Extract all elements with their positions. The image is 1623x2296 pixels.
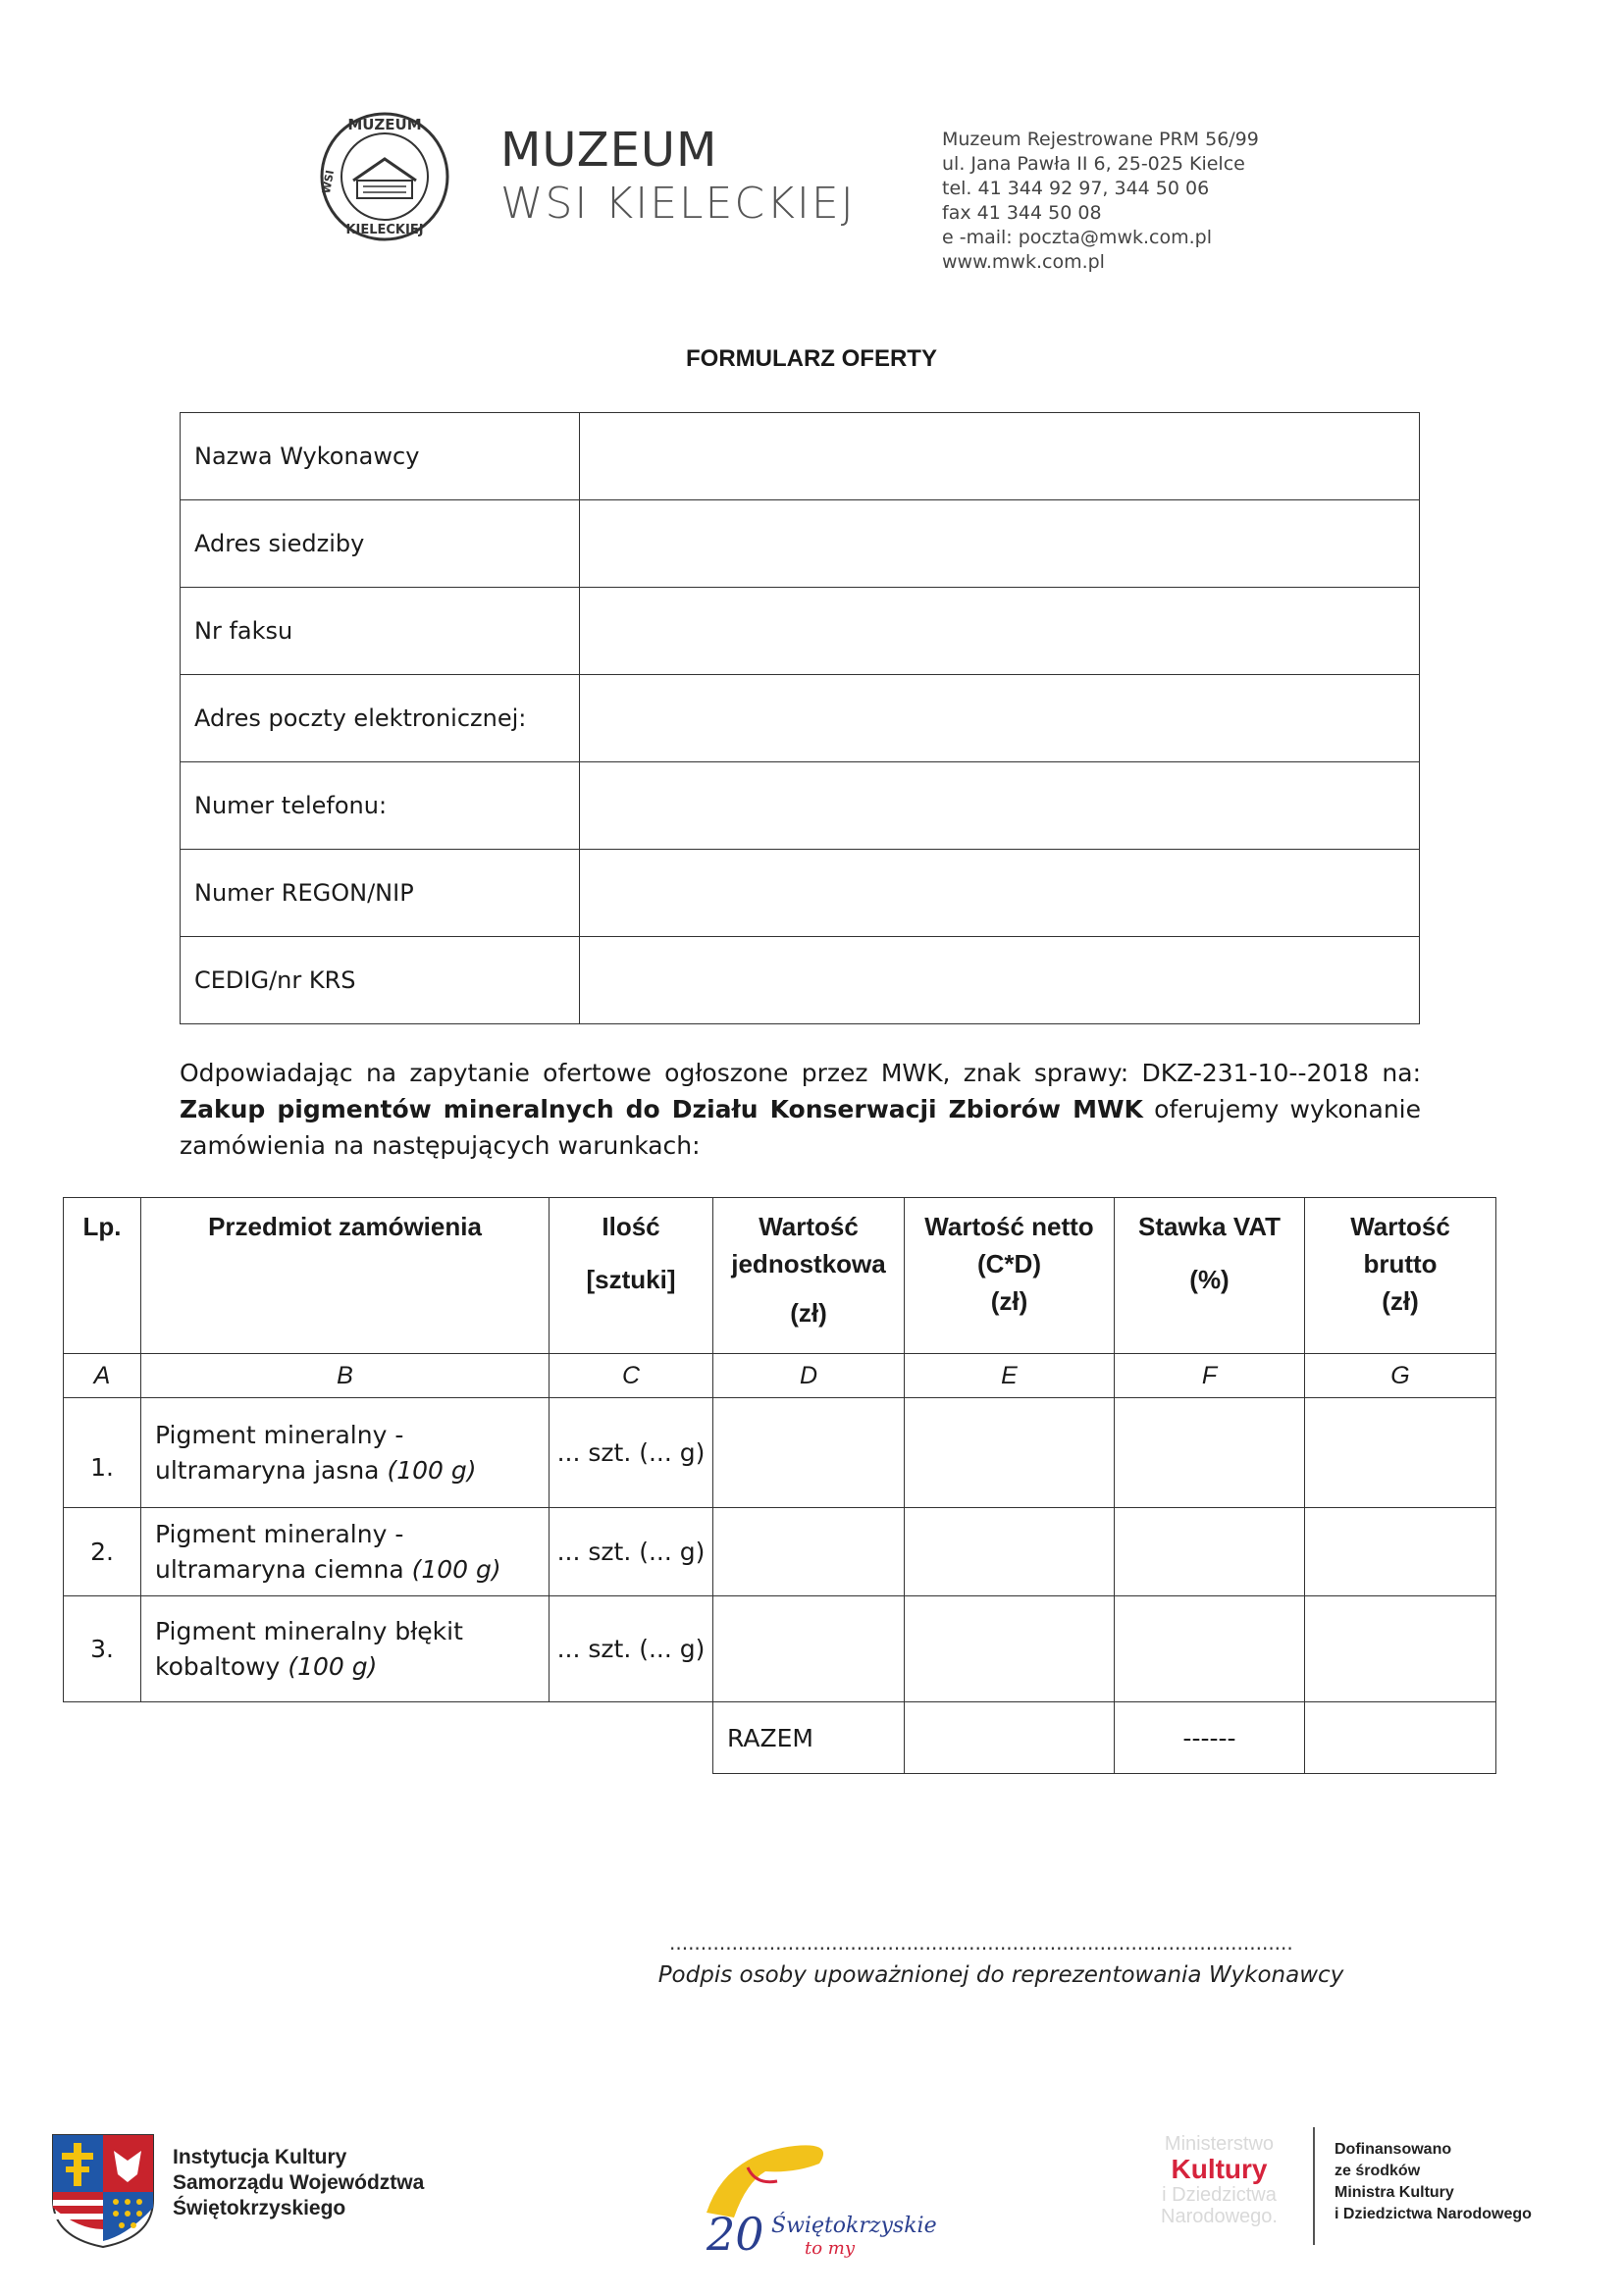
order-row	[64, 1508, 1496, 1596]
column-letter: B	[141, 1354, 550, 1398]
address-label: Adres siedziby	[181, 500, 580, 588]
ministry-line-3: i Dziedzictwa	[1162, 2184, 1277, 2206]
phone-label: Numer telefonu:	[181, 762, 580, 850]
header-item: Przedmiot zamówienia	[141, 1198, 550, 1354]
vat-rate-cell[interactable]	[1115, 1398, 1305, 1508]
total-net-cell[interactable]	[905, 1702, 1115, 1774]
krs-label: CEDIG/nr KRS	[181, 937, 580, 1024]
total-label: RAZEM	[713, 1702, 905, 1774]
company-row	[181, 500, 1420, 588]
header-gross-line-3: (zł)	[1382, 1286, 1419, 1316]
row-number: 1.	[64, 1398, 141, 1508]
item-name-line-2	[155, 1552, 549, 1588]
anniversary-text-1: Świętokrzyskie	[771, 2214, 937, 2238]
company-row	[181, 675, 1420, 762]
intro-text-2: oferujemy wykonanie zamówienia na następujących warunkach:	[180, 1095, 1421, 1160]
net-value-cell[interactable]	[905, 1508, 1115, 1596]
fax-line: fax 41 344 50 08	[942, 202, 1102, 224]
company-row	[181, 937, 1420, 1024]
fax-label: Nr faksu	[181, 588, 580, 675]
row-number: 3.	[64, 1596, 141, 1702]
blank-cell	[64, 1702, 141, 1774]
item-quantity: ... szt. (... g)	[550, 1508, 713, 1596]
item-unit: (100 g)	[411, 1554, 501, 1584]
cofinanced-text	[1335, 2139, 1532, 2225]
museum-logo	[294, 108, 471, 245]
cofinanced-line-2: ze środków	[1335, 2163, 1421, 2179]
total-row	[64, 1702, 1496, 1774]
net-value-cell[interactable]	[905, 1596, 1115, 1702]
intro-paragraph	[180, 1055, 1421, 1164]
header-qty-line-2: [sztuki]	[586, 1265, 676, 1294]
company-row	[181, 413, 1420, 500]
header-net-line-1: Wartość netto	[924, 1212, 1094, 1241]
logo-arc-side: WSI	[320, 169, 338, 195]
column-letter: A	[64, 1354, 141, 1398]
institution-line-3: Świętokrzyskiego	[173, 2197, 346, 2219]
header-unit-line-3: (zł)	[790, 1298, 827, 1328]
email-line: e -mail: poczta@mwk.com.pl	[942, 227, 1212, 248]
email-field[interactable]	[580, 675, 1420, 762]
item-name-line-1: Pigment mineralny -	[155, 1420, 404, 1449]
institution-line-1: Instytucja Kultury	[173, 2146, 347, 2168]
vat-rate-cell[interactable]	[1115, 1508, 1305, 1596]
company-row	[181, 850, 1420, 937]
item-name-text: ultramaryna jasna	[155, 1455, 380, 1485]
column-letter-row	[64, 1354, 1496, 1398]
header-lp: Lp.	[64, 1198, 141, 1354]
gross-value-cell[interactable]	[1305, 1508, 1496, 1596]
column-letter: G	[1305, 1354, 1496, 1398]
item-name-text: ultramaryna ciemna	[155, 1554, 404, 1584]
header-qty	[550, 1198, 713, 1354]
item-name	[141, 1596, 550, 1702]
net-value-cell[interactable]	[905, 1398, 1115, 1508]
header-vat	[1115, 1198, 1305, 1354]
header-qty-line-1: Ilość	[602, 1212, 660, 1241]
cofinanced-line-4: i Dziedzictwa Narodowego	[1335, 2206, 1532, 2222]
item-name-line-1: Pigment mineralny błękit	[155, 1616, 463, 1645]
item-name-text: kobaltowy	[155, 1651, 281, 1681]
contact-block	[942, 128, 1259, 275]
order-header-row	[64, 1198, 1496, 1354]
blank-cell	[550, 1702, 713, 1774]
unit-value-cell[interactable]	[713, 1398, 905, 1508]
gross-value-cell[interactable]	[1305, 1596, 1496, 1702]
item-name	[141, 1508, 550, 1596]
signature-caption: Podpis osoby upoważnionej do reprezentowania Wykonawcy	[657, 1962, 1344, 1988]
header-unit-value	[713, 1198, 905, 1354]
address-field[interactable]	[580, 500, 1420, 588]
gross-value-cell[interactable]	[1305, 1398, 1496, 1508]
email-label: Adres poczty elektronicznej:	[181, 675, 580, 762]
footer-divider	[1313, 2127, 1315, 2245]
registration-line: Muzeum Rejestrowane PRM 56/99	[942, 129, 1259, 150]
total-vat-dash: ------	[1115, 1702, 1305, 1774]
anniversary-text-2: to my	[805, 2238, 856, 2259]
regon-nip-label: Numer REGON/NIP	[181, 850, 580, 937]
phone-line: tel. 41 344 92 97, 344 50 06	[942, 178, 1210, 199]
header-unit-line-2: jednostkowa	[731, 1249, 886, 1278]
header-net-line-3: (zł)	[990, 1286, 1028, 1316]
brand-line-1: MUZEUM	[500, 123, 718, 178]
item-unit: (100 g)	[387, 1455, 477, 1485]
company-row	[181, 588, 1420, 675]
brand-line-2: WSI KIELECKIEJ	[500, 179, 856, 229]
logo-arc-top: MUZEUM	[347, 116, 422, 133]
header-vat-line-1: Stawka VAT	[1138, 1212, 1281, 1241]
item-unit: (100 g)	[288, 1651, 378, 1681]
company-row	[181, 762, 1420, 850]
item-name-line-2	[155, 1453, 549, 1488]
museum-brand	[500, 123, 856, 231]
order-row	[64, 1596, 1496, 1702]
header-net-line-2: (C*D)	[977, 1249, 1041, 1278]
header-vat-line-2: (%)	[1189, 1265, 1230, 1294]
website-line: www.mwk.com.pl	[942, 251, 1105, 273]
form-title: FORMULARZ OFERTY	[686, 345, 937, 372]
item-quantity: ... szt. (... g)	[550, 1398, 713, 1508]
row-number: 2.	[64, 1508, 141, 1596]
institution-line-2: Samorządu Województwa	[173, 2171, 425, 2194]
item-quantity: ... szt. (... g)	[550, 1596, 713, 1702]
item-name-line-2	[155, 1649, 549, 1685]
unit-value-cell[interactable]	[713, 1508, 905, 1596]
logo-arc-bottom: KIELECKIEJ	[345, 223, 424, 237]
header-gross-line-1: Wartość	[1350, 1212, 1450, 1241]
vat-rate-cell[interactable]	[1115, 1596, 1305, 1702]
cofinanced-line-1: Dofinansowano	[1335, 2141, 1452, 2158]
order-table	[63, 1197, 1496, 1774]
header-unit-line-1: Wartość	[759, 1212, 859, 1241]
phone-field[interactable]	[580, 762, 1420, 850]
anniversary-logo	[687, 2124, 942, 2262]
institution-text	[173, 2145, 424, 2221]
header-net-value	[905, 1198, 1115, 1354]
krs-field[interactable]	[580, 937, 1420, 1024]
item-name-line-1: Pigment mineralny -	[155, 1519, 404, 1548]
ministry-line-2: Kultury	[1171, 2154, 1268, 2184]
header-gross-line-2: brutto	[1363, 1249, 1438, 1278]
blank-cell	[141, 1702, 550, 1774]
fax-field[interactable]	[580, 588, 1420, 675]
column-letter: D	[713, 1354, 905, 1398]
column-letter: E	[905, 1354, 1115, 1398]
cofinanced-line-3: Ministra Kultury	[1335, 2184, 1454, 2201]
contractor-name-field[interactable]	[580, 413, 1420, 500]
intro-subject: Zakup pigmentów mineralnych do Działu Konserwacji Zbiorów MWK	[180, 1095, 1143, 1123]
ministry-line-1: Ministerstwo	[1164, 2133, 1275, 2155]
contractor-name-label: Nazwa Wykonawcy	[181, 413, 580, 500]
contractor-details-table	[180, 412, 1420, 1024]
address-line: ul. Jana Pawła II 6, 25-025 Kielce	[942, 153, 1245, 175]
header-gross	[1305, 1198, 1496, 1354]
anniversary-number: 20	[707, 2208, 764, 2261]
unit-value-cell[interactable]	[713, 1596, 905, 1702]
ministry-line-4: Narodowego.	[1161, 2206, 1278, 2227]
order-row	[64, 1398, 1496, 1508]
signature-line[interactable]: ....................................................................................................	[669, 1931, 1293, 1955]
column-letter: F	[1115, 1354, 1305, 1398]
total-gross-cell[interactable]	[1305, 1702, 1496, 1774]
voivodeship-crest-icon	[49, 2131, 157, 2249]
item-name	[141, 1398, 550, 1508]
column-letter: C	[550, 1354, 713, 1398]
ministry-logo	[1138, 2133, 1300, 2227]
intro-text-1: Odpowiadając na zapytanie ofertowe ogłoszone przez MWK, znak sprawy: DKZ-231-10--2018 na:	[180, 1059, 1421, 1087]
regon-nip-field[interactable]	[580, 850, 1420, 937]
